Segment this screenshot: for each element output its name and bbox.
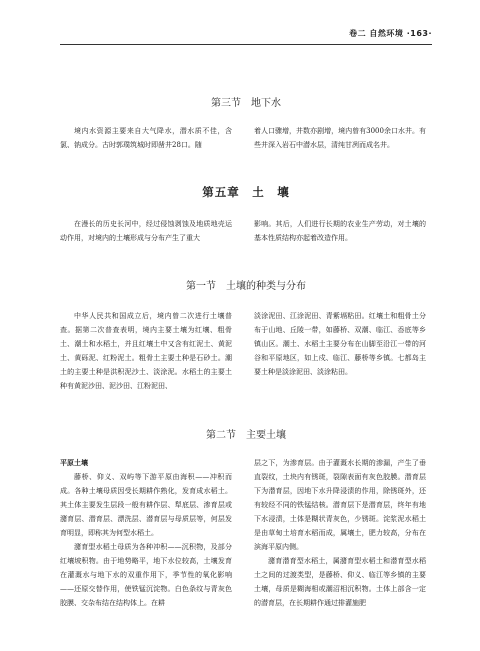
soil-types-right <box>254 309 426 393</box>
soil-intro-left <box>60 217 232 245</box>
section-title-soil-types: 第一节 土壤的种类与分布 <box>186 281 306 292</box>
paragraph: 中华人民共和国成立后，境内曾二次进行土壤普查。据第二次普查表明，境内主要土壤为红壤、粗骨土、潮土和水稻土，并且红壤土中又含有红泥土、黄泥土、黄砾泥、红粉泥土。粗骨土主要土种是石砂土。潮土的主要土种是洪积泥沙土、淡涂泥。水稻土的主要土种有黄泥沙田、泥沙田、江粉泥田、 <box>60 312 232 390</box>
paragraph: 潴育潜育型水稻土，属潴育型水稻土和潜育型水稻土之间的过渡类型，是藤桥、仰义、临江等乡镇的主要土壤，母质是糊海相或潮沼相沉积物。土体上部含一定的潜育层，在长期耕作通过排灌施肥 <box>254 557 426 607</box>
page-header <box>60 26 432 45</box>
groundwater-text-right <box>254 124 426 152</box>
subheading-plain-soil: 平原土壤 <box>60 459 88 467</box>
main-soils-left <box>60 456 232 610</box>
paragraph: 藤桥、仰义、双屿等下游平原由海积——冲积而成。各种土壤母质因受长期耕作熟化，发育成水稻土。其土体主要发生层段一般有耕作层、犁底层、渗育层或潴育层、潜育层、漂洗层、潜育层与母质层等，何层发育明显，即称其为何型水稻土。 <box>60 473 232 537</box>
paragraph: 境内水资源主要来自大气降水，潜水质不佳，含氯、钠成分。古时郭璞筑城时即凿井28口。随 <box>60 127 232 149</box>
main-soils-right <box>254 456 426 610</box>
chapter-title-soil: 第五章 土 壤 <box>202 185 290 199</box>
paragraph: 在漫长的历史长河中，经过侵蚀剥蚀及地质地壳运动作用，对境内的土壤形成与分布产生了重大 <box>60 220 232 242</box>
section-title-groundwater: 第三节 地下水 <box>211 98 281 109</box>
paragraph: 层之下，为渗育层。由于灌溉水长期的渗漏，产生了垂直裂纹，土块内有锈斑，裂隙表面有灰色胶膜。潜育层下为潜育层，因地下水升降浸渍的作用，除锈斑外，还有较经不同的铁锰结核。潜育层下是潜育层，终年有地下水浸渍，土体是糊状青灰色，少锈斑。淀浆泥水稻土是由草甸土培育水稻而成，属壤土，肥力较高，分布在滨海平原内侧。 <box>254 459 426 551</box>
section-title-main-soils: 第二节 主要土壤 <box>206 430 286 441</box>
soil-types-left <box>60 309 232 393</box>
running-header: 卷二 自然环境 ·163· <box>349 29 432 38</box>
paragraph: 潴育型水稻土母质为各种冲积——沉积物，及部分红壤坡积物。由于地势略平，地下水位较高，土壤发育在灌溉水与地下水的双重作用下，季节性的氧化影响——还原交替作用，使铁锰沉淀物。白色条纹与青灰色胶膜、交杂布结在结构体上。在耕 <box>60 543 232 607</box>
paragraph: 着人口骤增，井数亦剧增，境内曾有3000余口水井。有些井深入岩石中潜水层，清纯甘冽而成名井。 <box>254 127 426 149</box>
paragraph: 影响。其后，人们进行长期的农业生产劳动，对土壤的基本性质结构亦起着改造作用。 <box>254 220 426 242</box>
paragraph: 淡涂泥田、江涂泥田、青紫塥粘田。红壤土和粗骨土分布于山地、丘陵一带，如藤桥、双潮、临江、岙底等乡镇山区。潮土、水稻土主要分布在山脚至沿江一带的河谷和平原地区，如上戍、临江、藤桥等乡镇。七都岛主要土种是淡涂泥田、淡涂粘田。 <box>254 312 426 376</box>
soil-intro-right <box>254 217 426 245</box>
groundwater-text-left <box>60 124 232 152</box>
